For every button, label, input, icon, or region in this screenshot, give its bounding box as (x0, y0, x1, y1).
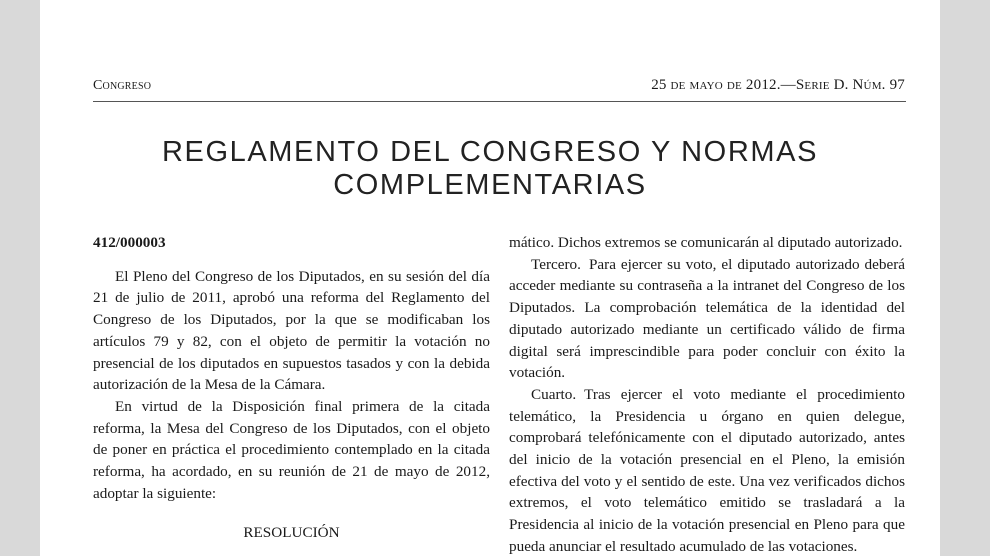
page-title (40, 136, 940, 202)
paragraph-1: El Pleno del Congreso de los Diputados, en su sesión del día 21 de julio de 2011, aprobó una reforma del Reglamento del Congreso de los Diputados, por la que se modificaban los artículos 79 y 82, con el objeto de permitir la votación no presencial de los diputados en supuestos tasados y con la debida autorización de la Mesa de la Cámara. (93, 267, 490, 394)
cuarto-label: Cuarto. (531, 385, 577, 403)
page-title-line-1: REGLAMENTO DEL CONGRESO Y NORMAS (161, 136, 819, 168)
document-page (40, 0, 940, 556)
cuarto-paragraph (509, 384, 905, 556)
continuation-paragraph: mático. Dichos extremos se comunicarán al diputado autorizado. (509, 234, 903, 251)
viewer-left-margin (0, 0, 40, 556)
resolution-heading: RESOLUCIÓN (243, 524, 340, 542)
tercero-text: Para ejercer su voto, el diputado autorizado deberá acceder mediante su contraseña a la intranet del Congreso de los Diputados. La comprobación telemática de la identidad del diputado autorizado mediante un certificado válido de firma digital será imprescindible para poder concluir con éxito la votación. (509, 255, 905, 382)
document-number: 412/000003 (93, 234, 166, 251)
tercero-paragraph (509, 254, 905, 384)
header-rule (93, 101, 906, 102)
viewer-right-margin (940, 0, 990, 556)
paragraph-2: En virtud de la Disposición final primera de la citada reforma, la Mesa del Congreso de los Diputados, con el objeto de poner en práctica el procedimiento contemplado en la citada reforma, ha acordado, en su reunión de 21 de mayo de 2012, adoptar la siguiente: (93, 397, 490, 502)
running-header-left: Congreso (93, 78, 152, 93)
right-column (509, 232, 905, 556)
tercero-label: Tercero. (531, 255, 581, 273)
page-title-line-2: COMPLEMENTARIAS (333, 169, 647, 201)
cuarto-text: Tras ejercer el voto mediante el procedimiento telemático, la Presidencia u órgano en quien delegue, comprobará telefónicamente con el diputado autorizado, antes del inicio de la votación presencial en el Pleno, la emisión efectiva del voto y el sentido de este. Una vez verificados dichos extremos, el voto telemático emitido se trasladará a la Presidencia al inicio de la votación presencial en Pleno para que pueda anunciar el resultado acumulado de las votaciones. (509, 385, 905, 555)
running-header-right: 25 de mayo de 2012.—Serie D. Núm. 97 (651, 77, 905, 93)
left-column (93, 232, 490, 544)
